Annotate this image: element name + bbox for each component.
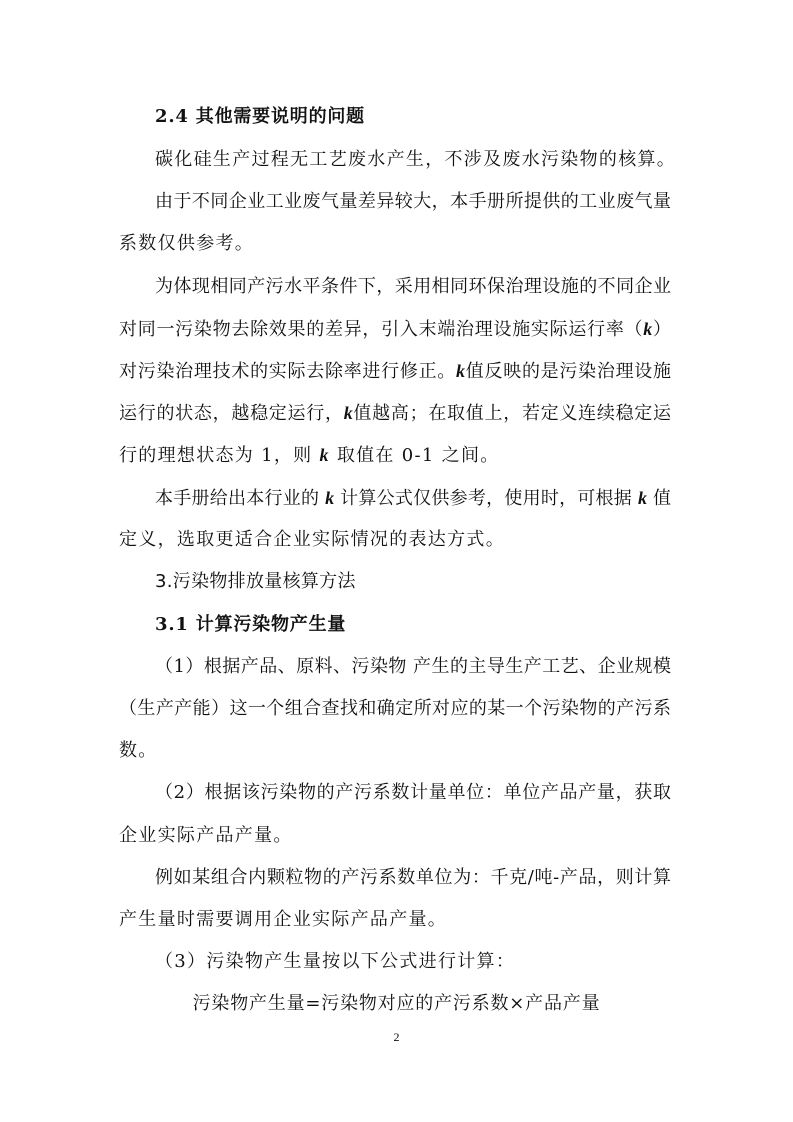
k-symbol: k <box>456 361 466 381</box>
k-symbol: k <box>638 488 648 508</box>
paragraph-k-line-1: 为体现相同产污水平条件下，采用相同环保治理设施的不同企业 <box>155 276 671 297</box>
paragraph-waste-gas-line-2: 系数仅供参考。 <box>119 233 255 254</box>
formula-line: 污染物产生量=污染物对应的产污系数×产品产量 <box>192 993 601 1014</box>
paragraph-step-2-line-2: 企业实际产品产量。 <box>119 825 293 846</box>
section-heading-2-4: 2.4 其他需要说明的问题 <box>155 106 365 127</box>
section-heading-3: 3.污染物排放量核算方法 <box>155 571 356 592</box>
paragraph-waste-gas-line-1: 由于不同企业工业废气量差异较大，本手册所提供的工业废气量 <box>155 191 671 212</box>
paragraph-example-line-2: 产生量时需要调用企业实际产品产量。 <box>119 909 448 930</box>
k-symbol: k <box>325 488 335 508</box>
paragraph-example-line-1: 例如某组合内颗粒物的产污系数单位为：千克/吨-产品，则计算 <box>155 867 671 888</box>
paragraph-k-line-5: 行的理想状态为 1，则 k 取值在 0-1 之间。 <box>119 445 500 466</box>
paragraph-step-2-line-1: （2）根据该污染物的产污系数计量单位：单位产品产量，获取 <box>155 782 671 803</box>
paragraph-k-line-3: 对污染治理技术的实际去除率进行修正。k值反映的是污染治理设施 <box>119 361 672 382</box>
paragraph-step-3: （3）污染物产生量按以下公式进行计算： <box>155 951 516 972</box>
k-symbol: k <box>319 445 330 465</box>
paragraph-k-line-2: 对同一污染物去除效果的差异，引入末端治理设施实际运行率（k） <box>119 319 672 340</box>
k-symbol: k <box>643 319 653 339</box>
paragraph-wastewater: 碳化硅生产过程无工艺废水产生，不涉及废水污染物的核算。 <box>155 149 677 170</box>
paragraph-formula-note-line-1: 本手册给出本行业的 k 计算公式仅供参考，使用时，可根据 k 值 <box>155 488 671 509</box>
paragraph-step-1-line-1: （1）根据产品、原料、污染物 产生的主导生产工艺、企业规模 <box>155 656 671 677</box>
page-number: 2 <box>393 1030 400 1044</box>
paragraph-step-1-line-2: （生产产能）这一个组合查找和确定所对应的某一个污染物的产污系 <box>119 698 671 719</box>
paragraph-k-line-4: 运行的状态，越稳定运行，k值越高；在取值上，若定义连续稳定运 <box>119 403 672 424</box>
k-symbol: k <box>343 403 353 423</box>
paragraph-step-1-line-3: 数。 <box>119 740 158 761</box>
paragraph-formula-note-line-2: 定义，选取更适合企业实际情况的表达方式。 <box>119 529 505 550</box>
section-heading-3-1: 3.1 计算污染物产生量 <box>155 614 347 635</box>
